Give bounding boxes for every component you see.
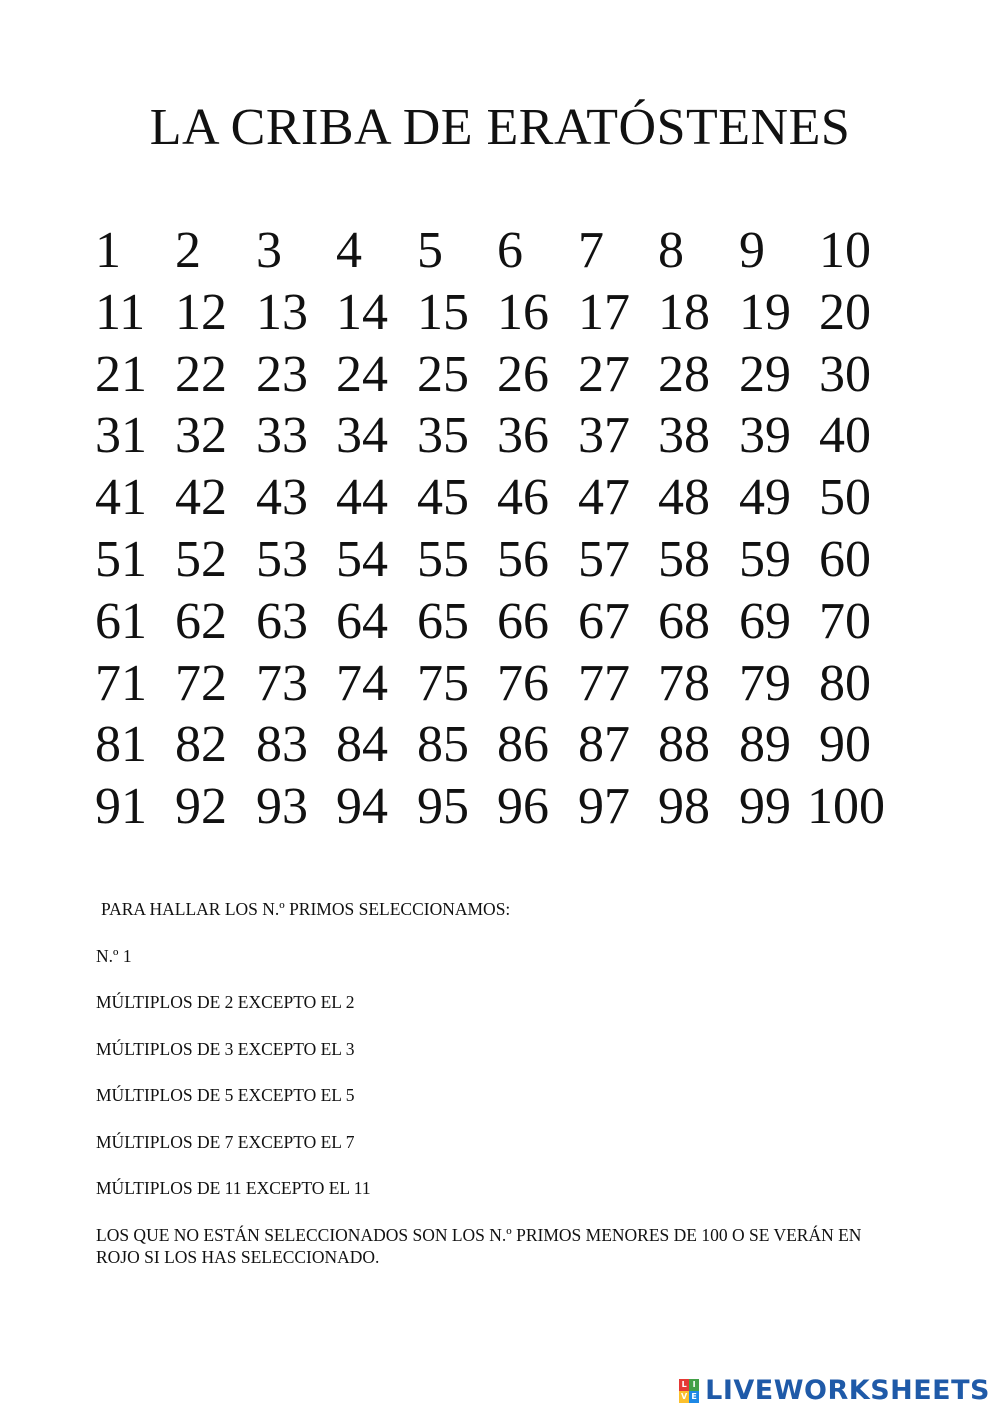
instructions (96, 898, 896, 1268)
logo-badge-icon (679, 1379, 699, 1403)
number-cell-19[interactable]: 19 (739, 283, 791, 341)
logo-badge-letter: V (681, 1392, 688, 1401)
number-cell-6[interactable]: 6 (497, 222, 523, 279)
number-cell-77[interactable]: 77 (578, 654, 630, 712)
number-cell-71[interactable]: 71 (95, 654, 147, 712)
number-cell-57[interactable]: 57 (578, 530, 630, 588)
number-cell-67[interactable]: 67 (578, 592, 630, 650)
number-cell-75[interactable]: 75 (417, 654, 469, 712)
number-cell-66[interactable]: 66 (497, 592, 549, 650)
number-cell-91[interactable]: 91 (95, 778, 147, 836)
number-cell-93[interactable]: 93 (256, 778, 308, 836)
number-cell-17[interactable]: 17 (578, 283, 630, 341)
grid-row (95, 591, 905, 653)
logo-badge-letter: E (689, 1391, 699, 1403)
number-grid (95, 220, 905, 838)
worksheet-title: LA CRIBA DE ERATÓSTENES (149, 99, 851, 156)
grid-row (95, 714, 905, 776)
number-cell-28[interactable]: 28 (658, 345, 710, 403)
instruction-step: MÚLTIPLOS DE 3 EXCEPTO EL 3 (96, 1038, 355, 1059)
number-cell-22[interactable]: 22 (175, 345, 227, 403)
grid-row (95, 529, 905, 591)
number-cell-72[interactable]: 72 (175, 654, 227, 712)
number-cell-69[interactable]: 69 (739, 592, 791, 650)
instruction-step: MÚLTIPLOS DE 5 EXCEPTO EL 5 (96, 1085, 355, 1105)
number-cell-59[interactable]: 59 (739, 530, 791, 588)
number-cell-61[interactable]: 61 (95, 592, 147, 650)
number-cell-55[interactable]: 55 (417, 530, 469, 588)
number-cell-82[interactable]: 82 (175, 716, 227, 774)
number-cell-62[interactable]: 62 (175, 592, 227, 650)
number-cell-41[interactable]: 41 (95, 469, 147, 527)
instruction-step: N.º 1 (96, 945, 132, 966)
number-cell-54[interactable]: 54 (336, 530, 388, 588)
number-cell-97[interactable]: 97 (578, 778, 630, 836)
number-cell-5[interactable]: 5 (417, 222, 443, 279)
grid-row (95, 282, 905, 344)
number-cell-24[interactable]: 24 (336, 345, 388, 403)
number-cell-2[interactable]: 2 (175, 222, 201, 279)
number-cell-81[interactable]: 81 (95, 716, 147, 774)
number-cell-47[interactable]: 47 (578, 469, 630, 527)
number-cell-44[interactable]: 44 (336, 469, 388, 527)
number-cell-74[interactable]: 74 (336, 654, 388, 712)
number-cell-35[interactable]: 35 (417, 407, 469, 465)
number-cell-10[interactable]: 10 (819, 222, 871, 279)
number-cell-14[interactable]: 14 (336, 283, 388, 341)
liveworksheets-logo (679, 1371, 990, 1411)
number-cell-48[interactable]: 48 (658, 469, 710, 527)
number-cell-63[interactable]: 63 (256, 592, 308, 650)
logo-badge-letter: I (689, 1379, 699, 1391)
number-cell-7[interactable]: 7 (578, 222, 604, 279)
instruction-step: MÚLTIPLOS DE 2 EXCEPTO EL 2 (96, 992, 355, 1012)
number-cell-42[interactable]: 42 (175, 469, 227, 527)
number-cell-52[interactable]: 52 (175, 530, 227, 588)
number-cell-15[interactable]: 15 (417, 283, 469, 341)
number-cell-9[interactable]: 9 (739, 222, 765, 279)
number-cell-12[interactable]: 12 (175, 283, 227, 341)
number-cell-76[interactable]: 76 (497, 654, 549, 712)
number-cell-65[interactable]: 65 (417, 592, 469, 650)
number-cell-87[interactable]: 87 (578, 716, 630, 774)
logo-text: LIVEWORKSHEETS (705, 1375, 990, 1406)
number-cell-36[interactable]: 36 (497, 407, 549, 465)
number-cell-37[interactable]: 37 (578, 407, 630, 465)
grid-row (95, 405, 905, 467)
number-cell-13[interactable]: 13 (256, 283, 308, 341)
number-cell-4[interactable]: 4 (336, 222, 362, 279)
number-cell-38[interactable]: 38 (658, 407, 710, 465)
number-cell-30[interactable]: 30 (819, 345, 871, 403)
number-cell-70[interactable]: 70 (819, 592, 871, 650)
number-cell-53[interactable]: 53 (256, 530, 308, 588)
number-cell-68[interactable]: 68 (658, 592, 710, 650)
number-cell-3[interactable]: 3 (256, 222, 282, 279)
number-cell-86[interactable]: 86 (497, 716, 549, 774)
number-cell-20[interactable]: 20 (819, 283, 871, 341)
grid-row (95, 467, 905, 529)
number-cell-96[interactable]: 96 (497, 778, 549, 836)
instruction-step: MÚLTIPLOS DE 7 EXCEPTO EL 7 (96, 1131, 355, 1152)
number-cell-39[interactable]: 39 (739, 407, 791, 465)
number-cell-50[interactable]: 50 (819, 469, 871, 527)
number-cell-92[interactable]: 92 (175, 778, 227, 836)
number-cell-90[interactable]: 90 (819, 716, 871, 774)
number-cell-23[interactable]: 23 (256, 345, 308, 403)
instructions-conclusion: LOS QUE NO ESTÁN SELECCIONADOS SON LOS N.º PRIMOS MENORES DE 100 O SE VERÁN EN ROJO SI LOS HAS SELECCIONADO. (96, 1224, 862, 1267)
number-cell-11[interactable]: 11 (95, 283, 146, 341)
number-cell-18[interactable]: 18 (658, 283, 710, 341)
number-cell-32[interactable]: 32 (175, 407, 227, 465)
number-cell-84[interactable]: 84 (336, 716, 388, 774)
number-cell-1[interactable]: 1 (95, 222, 121, 279)
logo-badge-letter: L (679, 1379, 689, 1391)
number-cell-94[interactable]: 94 (336, 778, 388, 836)
number-cell-45[interactable]: 45 (417, 469, 469, 527)
number-cell-73[interactable]: 73 (256, 654, 308, 712)
instructions-intro: PARA HALLAR LOS N.º PRIMOS SELECCIONAMOS: (101, 899, 511, 919)
number-cell-27[interactable]: 27 (578, 345, 630, 403)
grid-row (95, 653, 905, 715)
number-cell-60[interactable]: 60 (819, 530, 871, 588)
number-cell-33[interactable]: 33 (256, 407, 308, 465)
number-cell-83[interactable]: 83 (256, 716, 308, 774)
number-cell-56[interactable]: 56 (497, 530, 549, 588)
number-cell-99[interactable]: 99 (739, 778, 791, 836)
number-cell-51[interactable]: 51 (95, 530, 147, 588)
number-cell-85[interactable]: 85 (417, 716, 469, 774)
number-cell-34[interactable]: 34 (336, 407, 388, 465)
number-cell-89[interactable]: 89 (739, 716, 791, 774)
grid-row (95, 344, 905, 406)
number-cell-79[interactable]: 79 (739, 654, 791, 712)
number-cell-21[interactable]: 21 (95, 345, 147, 403)
grid-row (95, 776, 905, 838)
number-cell-95[interactable]: 95 (417, 778, 469, 836)
number-cell-43[interactable]: 43 (256, 469, 308, 527)
number-cell-49[interactable]: 49 (739, 469, 791, 527)
number-cell-40[interactable]: 40 (819, 407, 871, 465)
number-cell-100[interactable]: 100 (807, 778, 885, 836)
number-cell-31[interactable]: 31 (95, 407, 147, 465)
number-cell-58[interactable]: 58 (658, 530, 710, 588)
number-cell-98[interactable]: 98 (658, 778, 710, 836)
number-cell-25[interactable]: 25 (417, 345, 469, 403)
number-cell-26[interactable]: 26 (497, 345, 549, 403)
grid-row (95, 220, 905, 282)
number-cell-29[interactable]: 29 (739, 345, 791, 403)
number-cell-64[interactable]: 64 (336, 592, 388, 650)
number-cell-46[interactable]: 46 (497, 469, 549, 527)
number-cell-8[interactable]: 8 (658, 222, 684, 279)
number-cell-80[interactable]: 80 (819, 654, 871, 712)
number-cell-16[interactable]: 16 (497, 283, 549, 341)
number-cell-88[interactable]: 88 (658, 716, 710, 774)
number-cell-78[interactable]: 78 (658, 654, 710, 712)
instruction-step: MÚLTIPLOS DE 11 EXCEPTO EL 11 (96, 1178, 371, 1198)
